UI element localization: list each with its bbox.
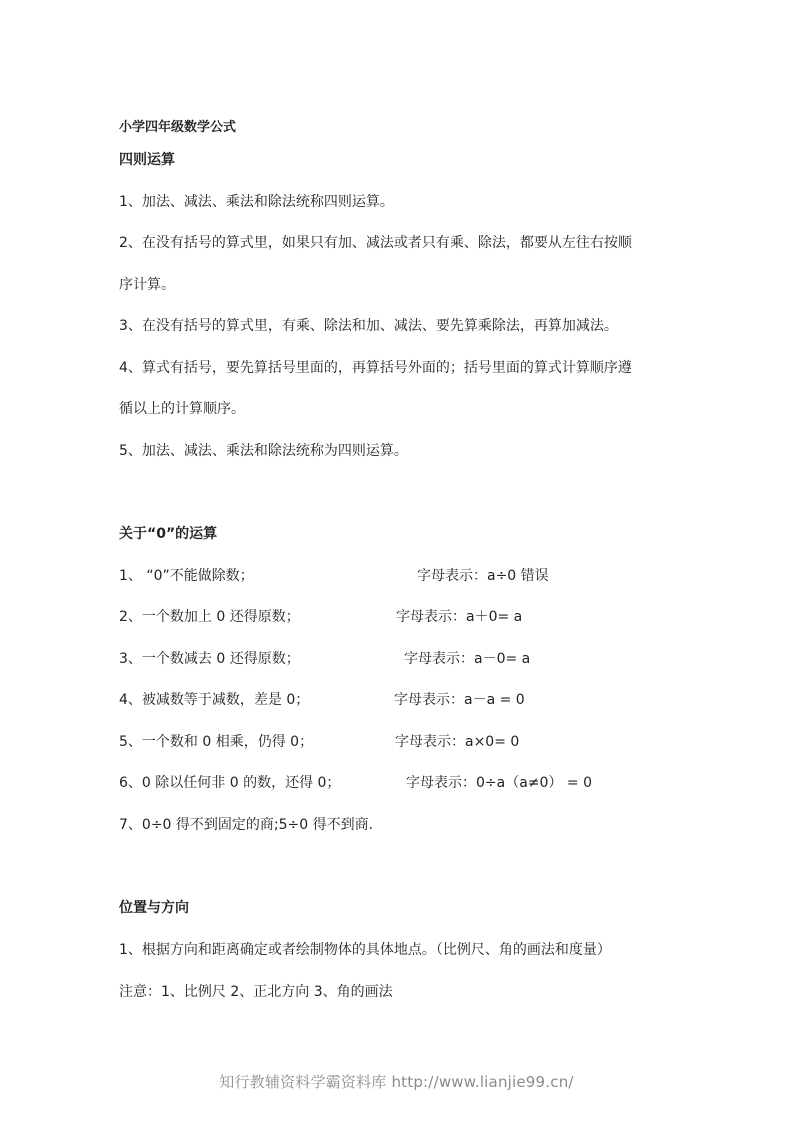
rule-text: 6、0 除以任何非 0 的数，还得 0； (119, 775, 341, 791)
section-heading-zero: 关于“0”的运算 (119, 526, 218, 542)
formula-text: 字母表示：a－a = 0 (394, 692, 525, 708)
section-heading-arithmetic: 四则运算 (119, 152, 175, 168)
footer-watermark: 知行教辅资料学霸资料库 http://www.lianjie99.cn/ (219, 1073, 574, 1091)
formula-text: 字母表示：a×0= 0 (395, 734, 520, 750)
document-title: 小学四年级数学公式 (119, 120, 237, 135)
list-item: 序计算。 (119, 277, 175, 293)
rule-text: 3、一个数减去 0 还得原数； (119, 651, 300, 667)
list-item: 7、0÷0 得不到固定的商;5÷0 得不到商. (119, 817, 374, 833)
formula-text: 字母表示：a－0= a (404, 651, 531, 667)
list-item: 1、根据方向和距离确定或者绘制物体的具体地点。（比例尺、角的画法和度量） (119, 942, 611, 958)
rule-text: 5、一个数和 0 相乘，仍得 0； (119, 734, 314, 750)
formula-text: 字母表示：a÷0 错误 (417, 568, 549, 584)
list-item: 3、在没有括号的算式里，有乘、除法和加、减法、要先算乘除法，再算加减法。 (119, 318, 618, 334)
list-item: 循以上的计算顺序。 (119, 401, 245, 417)
rule-text: 4、被减数等于减数，差是 0； (119, 692, 310, 708)
formula-text: 字母表示：0÷a（a≠0） = 0 (406, 775, 592, 791)
list-item: 4、算式有括号，要先算括号里面的，再算括号外面的；括号里面的算式计算顺序遵 (119, 360, 632, 376)
list-item: 注意：1、比例尺 2、正北方向 3、角的画法 (119, 984, 393, 1000)
rule-text: 1、 “0”不能做除数； (119, 568, 254, 584)
rule-text: 2、一个数加上 0 还得原数； (119, 609, 300, 625)
list-item: 5、加法、减法、乘法和除法统称为四则运算。 (119, 443, 408, 459)
formula-text: 字母表示：a＋0= a (396, 609, 523, 625)
section-heading-position: 位置与方向 (119, 900, 189, 916)
list-item: 1、加法、减法、乘法和除法统称四则运算。 (119, 194, 394, 210)
list-item: 2、在没有括号的算式里，如果只有加、减法或者只有乘、除法，都要从左往右按顺 (119, 235, 632, 251)
